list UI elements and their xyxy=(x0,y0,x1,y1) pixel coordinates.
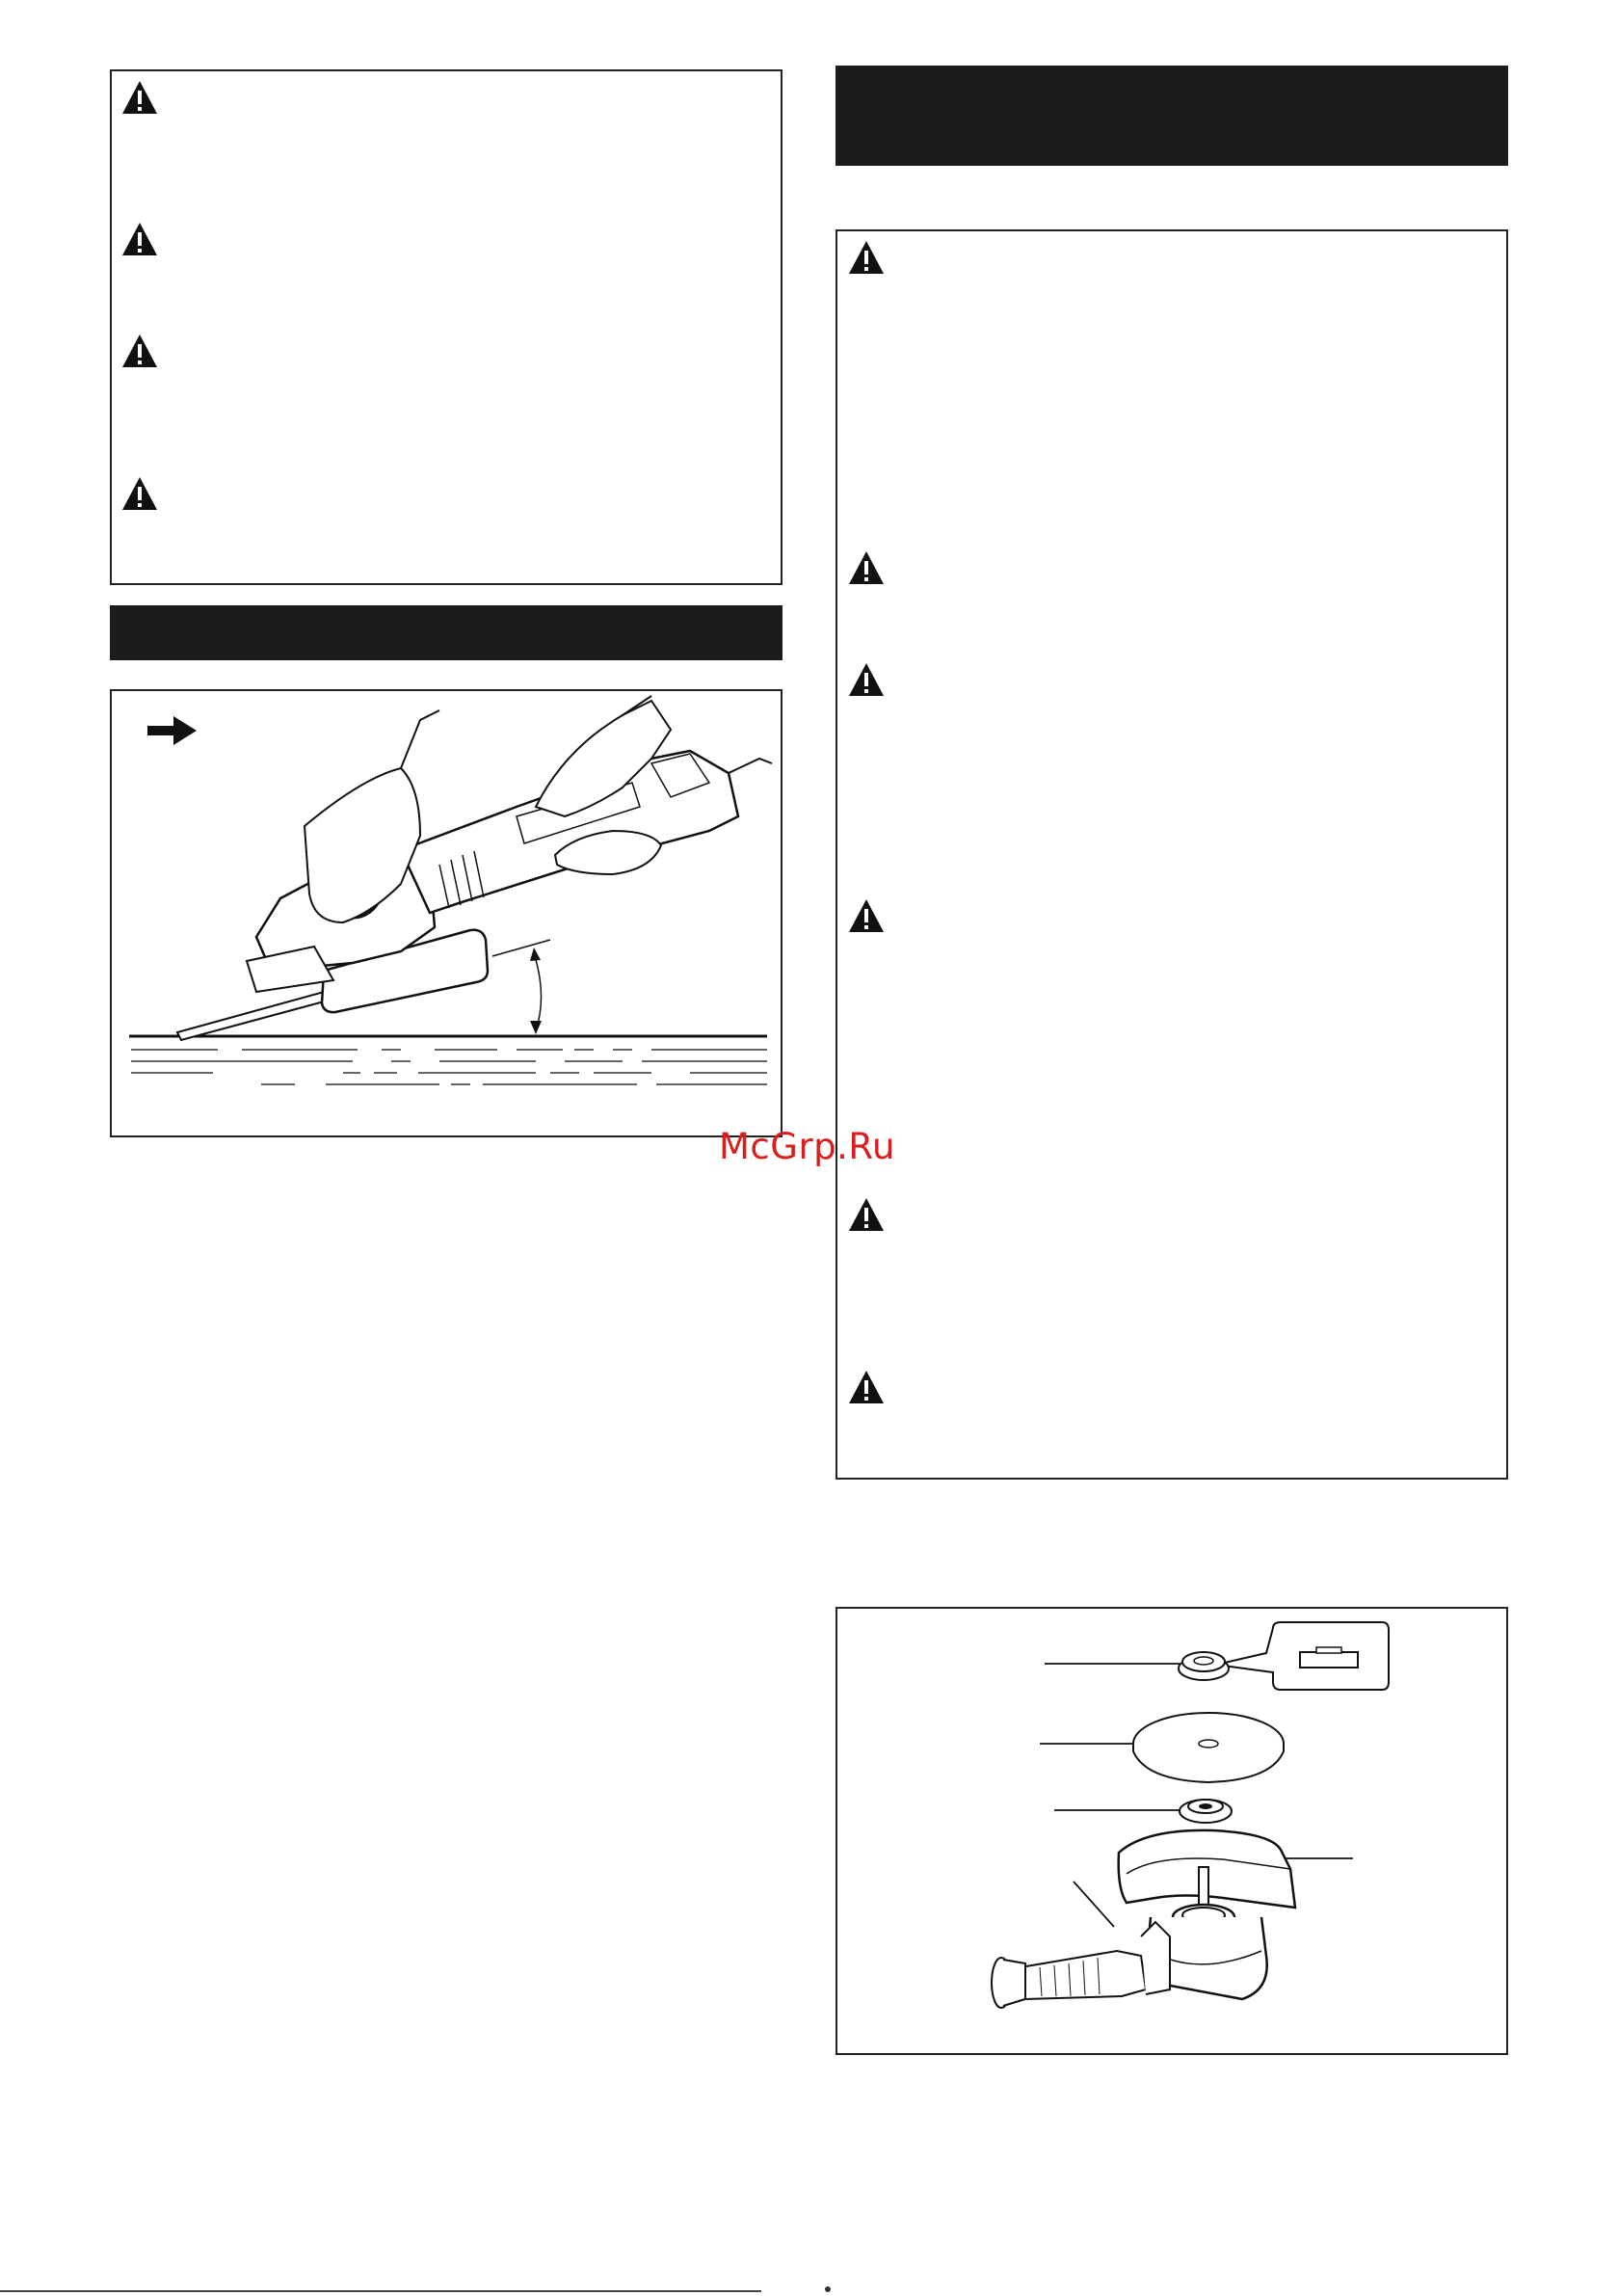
section-heading-bar-right xyxy=(836,66,1508,166)
wheel-assembly-illustration xyxy=(837,1609,1506,2053)
grinder-illustration xyxy=(112,691,781,1135)
figure-grinding-angle xyxy=(110,689,782,1137)
warning-box-top-left xyxy=(110,69,782,585)
warning-icon xyxy=(847,897,886,934)
warning-box-right xyxy=(836,229,1508,1480)
warning-icon xyxy=(120,79,159,116)
section-heading-bar-left xyxy=(110,605,782,660)
watermark: McGrp.Ru xyxy=(719,1126,895,1167)
warning-icon xyxy=(847,549,886,586)
warning-icon xyxy=(847,1369,886,1405)
page-marker xyxy=(825,2286,831,2292)
warning-icon xyxy=(847,1196,886,1233)
warning-icon xyxy=(120,333,159,369)
footer-rule xyxy=(0,2290,761,2292)
warning-icon xyxy=(120,475,159,512)
warning-icon xyxy=(120,221,159,257)
warning-icon xyxy=(847,661,886,698)
right-arrow-icon xyxy=(147,716,197,745)
warning-icon xyxy=(847,239,886,276)
figure-wheel-assembly xyxy=(836,1607,1508,2055)
